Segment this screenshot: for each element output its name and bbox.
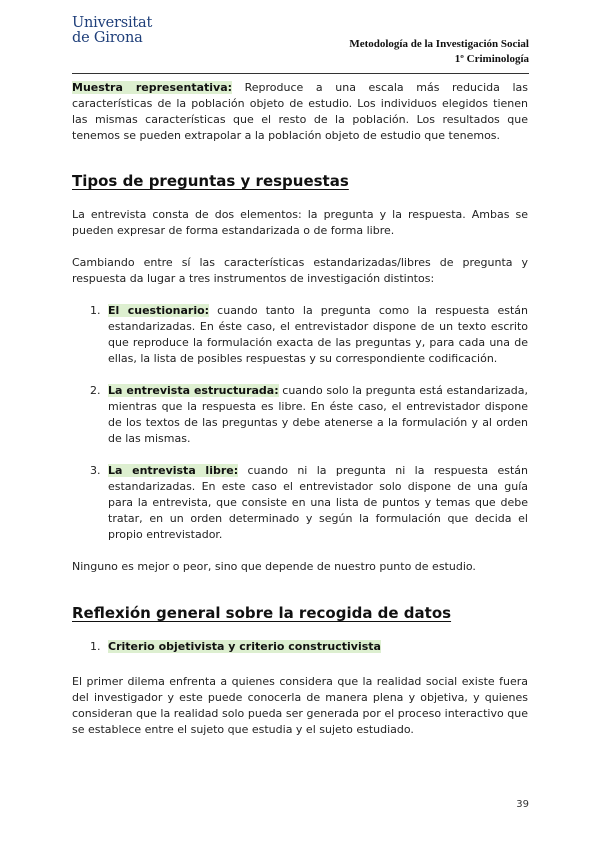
list-item-text: cuando solo la pregunta está estandarizada, mientras que la respuesta es libre. En éste caso, el entrevistador dispone de los textos de las preguntas y debe atenerse a la formulación y al orden de las mismas.	[108, 384, 529, 445]
page-header	[349, 37, 529, 67]
intro-term: Muestra representativa:	[72, 81, 233, 94]
section1-paragraph-1: La entrevista consta de dos elementos: la pregunta y la respuesta. Ambas se pueden expresar de forma estandarizada o de forma libre.	[72, 208, 528, 237]
list-item-text: cuando ni la pregunta ni la respuesta están estandarizadas. En este caso el entrevistador solo dispone de una guía para la entrevista, que consiste en una lista de puntos y temas que debe tratar, en un orden determinado y según la formulación que decida el propio entrevistador.	[108, 464, 528, 541]
logo-line-2: de Girona	[72, 30, 143, 46]
list-item	[72, 463, 528, 543]
list-item-term: La entrevista libre:	[108, 464, 239, 477]
document-title: Metodología de la Investigación Social	[349, 38, 529, 50]
list-item-text: cuando tanto la pregunta como la respuesta están estandarizadas. En éste caso, el entrevistador dispone de un texto escrito que reproduce la formulación exacta de las preguntas y, para cada una de ellas, la lista de posibles respuestas y su correspondiente codificación.	[108, 304, 529, 365]
instrument-list	[72, 303, 528, 543]
list-item-number: 2.	[90, 384, 101, 397]
list-item-number: 3.	[90, 464, 101, 477]
intro-paragraph	[72, 80, 528, 144]
list-item	[72, 303, 528, 367]
list-item-term: El cuestionario:	[108, 304, 210, 317]
university-logo	[72, 16, 162, 46]
subsection-title: Criterio objetivista y criterio constructivista	[108, 640, 381, 653]
section-title-question-types: Tipos de preguntas y respuestas	[72, 172, 349, 190]
list-item	[72, 383, 528, 447]
list-item-term: La entrevista estructurada:	[108, 384, 279, 397]
logo-line-1: Universitat	[72, 15, 153, 31]
section2-paragraph: El primer dilema enfrenta a quienes considera que la realidad social existe fuera del investigador y este puede conocerla de manera plena y objetiva, y quienes consideran que la realidad solo pueda ser generada por el proceso interactivo que se establece entre el sujeto que estudia y el sujeto estudiado.	[72, 675, 528, 736]
list-item	[72, 639, 528, 655]
section-title-data-collection: Reflexión general sobre la recogida de datos	[72, 604, 452, 622]
section1-paragraph-2: Cambiando entre sí las características estandarizadas/libres de pregunta y respuesta da lugar a tres instrumentos de investigación distintos:	[72, 256, 528, 285]
page-content	[72, 80, 528, 738]
document-subtitle: 1º Criminología	[454, 53, 529, 65]
section1-closing: Ninguno es mejor o peor, sino que depende de nuestro punto de estudio.	[72, 560, 476, 573]
header-divider	[72, 73, 529, 74]
criteria-list	[72, 639, 528, 655]
intro-text: Reproduce a una escala más reducida las características de la población objeto de estudio. Los individuos elegidos tienen las mismas características que el resto de la población. Los resultados que tenemos se pueden extrapolar a la población objeto de estudio que tenemos.	[72, 81, 528, 142]
list-item-number: 1.	[90, 304, 101, 317]
page-number: 39	[516, 799, 529, 810]
list-item-number: 1.	[90, 640, 101, 653]
